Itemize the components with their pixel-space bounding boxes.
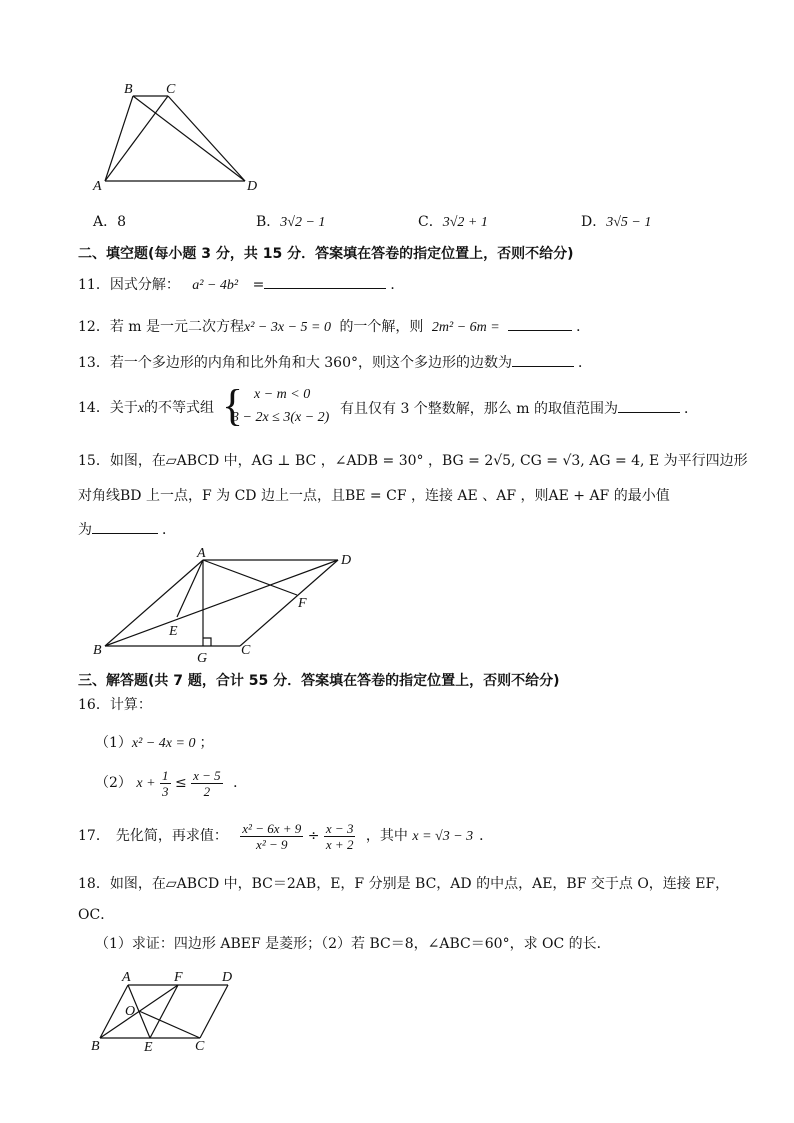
label-F: F	[174, 970, 183, 985]
question-17: 17． 先化简，再求值： $\frac{\text{x² − 6x + 9}}{\text{x² − 9}}$ ÷ $\frac{x - 3}{x + 2}$ ，其中 x = √3 − 3 ．	[78, 820, 494, 852]
question-18-line1: 18．如图，在▱ABCD 中，BC＝2AB，E，F 分别是 BC，AD 的中点，AE，BF 交于点 O，连接 EF，	[78, 876, 730, 892]
question-11: 11．因式分解： a² − 4b² = ．	[78, 274, 404, 296]
question-16-part2: （2） x + $\frac{1}{3}$ ≤ $\frac{x - 5}{2}$ ．	[95, 767, 248, 799]
fraction-one-third: $\frac{1}{3}$	[162, 767, 169, 799]
question-14-stem: 14．关于x的不等式组	[78, 400, 215, 416]
label-A: A	[197, 546, 206, 561]
label-B: B	[93, 643, 102, 658]
fraction-x-minus-5: $\frac{x - 5}{2}$	[193, 767, 221, 799]
label-C: C	[166, 82, 176, 97]
label-F: F	[298, 596, 307, 611]
question-16: 16．计算：	[78, 697, 152, 713]
answer-blank-15	[92, 519, 158, 534]
question-15-line2: 对角线BD 上一点，F 为 CD 边上一点，且BE = CF ，连接 AE 、AF ，则AE + AF 的最小值	[78, 488, 670, 504]
answer-blank-13	[512, 352, 574, 367]
answer-blank-11	[264, 274, 386, 289]
label-C: C	[195, 1039, 205, 1054]
label-D: D	[341, 553, 352, 568]
question-18-line3: （1）求证：四边形 ABEF 是菱形；（2）若 BC＝8，∠ABC＝60°，求 OC 的长．	[95, 936, 611, 952]
question-13: 13．若一个多边形的内角和比外角和大 360°，则这个多边形的边数为 ．	[78, 352, 592, 373]
label-E: E	[169, 624, 178, 639]
question-18-line2: OC．	[78, 907, 115, 923]
label-A: A	[122, 970, 131, 985]
option-b: B．3√2 − 1	[256, 214, 326, 230]
section-2-title: 二、填空题(每小题 3 分，共 15 分．答案填在答卷的指定位置上，否则不给分)	[78, 246, 574, 262]
question-16-part1: （1）x² − 4x = 0 ；	[95, 735, 214, 751]
label-B: B	[124, 82, 133, 97]
label-C: C	[241, 643, 251, 658]
question-15-line1: 15．如图，在▱ABCD 中，AG ⊥ BC ，∠ADB = 30° ，BG = 2√5, CG = √3, AG = 4, E 为平行四边形	[78, 453, 748, 469]
inequality-2: 3 − 2x ≤ 3(x − 2)	[232, 410, 330, 425]
question-12: 12．若 m 是一元二次方程x² − 3x − 5 = 0 的一个解，则 2m² − 6m = ．	[78, 316, 590, 338]
figure-quadrilateral	[90, 76, 270, 196]
figure-15-parallelogram	[90, 544, 365, 666]
section-3-title: 三、解答题(共 7 题，合计 55 分．答案填在答卷的指定位置上，否则不给分)	[78, 673, 560, 689]
question-15-line3: 为 ．	[78, 519, 176, 540]
figure-18-parallelogram	[88, 964, 248, 1056]
answer-blank-14	[618, 398, 680, 413]
answer-blank-12	[508, 316, 572, 331]
brace-14: {	[222, 381, 244, 430]
question-14-rest: 有且仅有 3 个整数解，那么 m 的取值范围为 ．	[340, 398, 698, 419]
label-E: E	[144, 1040, 153, 1055]
label-D: D	[222, 970, 233, 985]
fraction-17-b: $\frac{x - 3}{x + 2}$	[325, 820, 354, 852]
option-a: A．8	[93, 214, 127, 230]
label-B: B	[91, 1039, 100, 1054]
option-d: D．3√5 − 1	[581, 214, 652, 230]
inequality-1: x − m < 0	[254, 387, 311, 402]
label-O: O	[125, 1004, 136, 1019]
label-A: A	[93, 179, 102, 194]
fraction-17-a: $\frac{\text{x² − 6x + 9}}{\text{x² − 9}}$	[242, 820, 302, 852]
label-G: G	[197, 651, 208, 666]
option-c: C．3√2 + 1	[418, 214, 488, 230]
label-D: D	[247, 179, 258, 194]
